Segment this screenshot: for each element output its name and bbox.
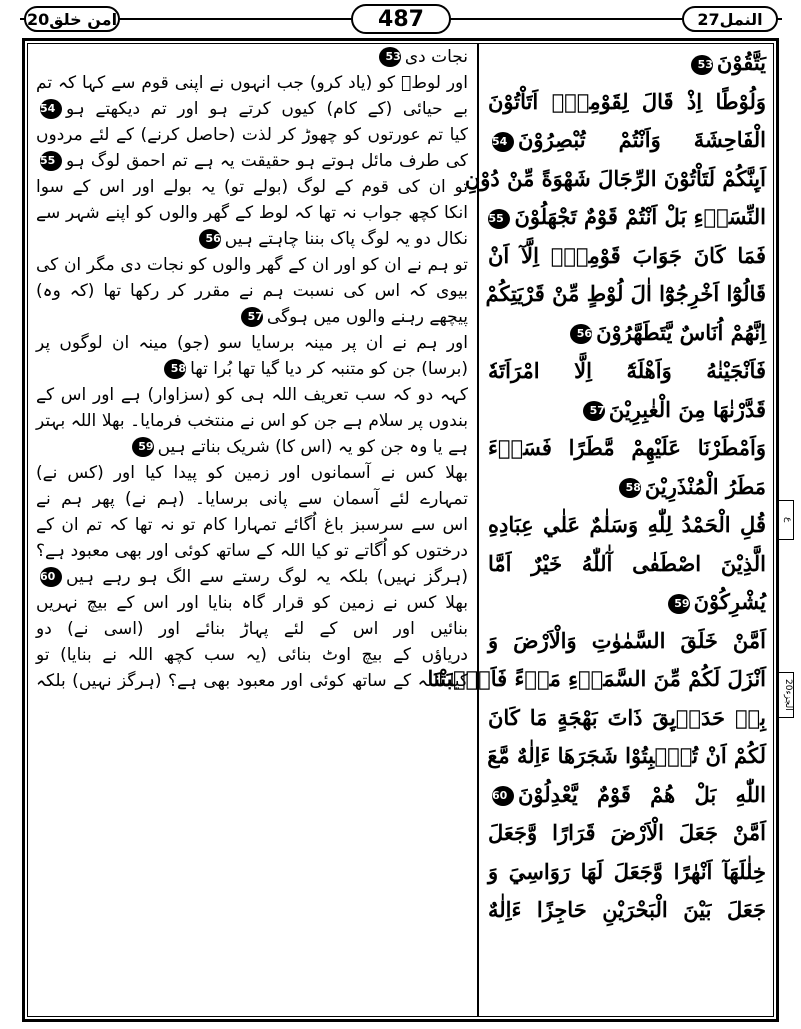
- urdu-line-text: دریاؤں کے بیچ اوٹ بنائی (یہ سب کچھ اللہ نے بنایا) تو: [36, 645, 468, 665]
- urdu-line: [36, 304, 468, 330]
- arabic-line-text: اَمَّنْ جَعَلَ الْاَرْضَ قَرَارًا وَّجَعَلَ: [488, 820, 766, 845]
- urdu-line-text: تو ہم نے ان کو اور ان کے گھر والوں کو نجات دی مگر ان کی: [36, 255, 468, 275]
- urdu-line: [36, 330, 468, 356]
- arabic-line: [488, 506, 766, 545]
- arabic-line: [488, 853, 766, 892]
- arabic-line-text: مَطَرُ الْمُنْذَرِيْنَ: [644, 473, 766, 499]
- verse-number: 53: [379, 47, 401, 67]
- header-right-label: النمل27: [682, 6, 778, 32]
- urdu-line-text: درختوں کو اُگاتے تو کیا اللہ کے ساتھ کوئی اور بھی معبود ہے؟: [36, 541, 468, 561]
- urdu-line-text: ہے یا وہ جن کو یہ (اس کا) شریک بناتے ہیں: [157, 437, 468, 457]
- arabic-line: [488, 352, 766, 391]
- arabic-line: [488, 121, 766, 160]
- arabic-line: [488, 429, 766, 468]
- urdu-line-text: کیا اللہ کے ساتھ کوئی اور معبود بھی ہے؟ (ہرگز نہیں) بلکہ: [36, 671, 468, 691]
- verse-number: 54: [40, 99, 62, 119]
- arabic-line-text: قَدَّرْنٰهَا مِنَ الْغٰبِرِيْنَ: [608, 396, 766, 422]
- verse-number: 56: [199, 229, 221, 249]
- urdu-line: [36, 434, 468, 460]
- arabic-line: [488, 583, 766, 622]
- header-left-label: امن خلق20: [24, 6, 120, 32]
- arabic-line: [488, 83, 766, 122]
- arabic-line: [488, 314, 766, 353]
- arabic-line-text: وَلُوْطًا اِذْ قَالَ لِقَوْمِهٖٓ اَتَاْتُوْنَ: [488, 88, 766, 114]
- arabic-line-text: جَعَلَ بَيْنَ الْبَحْرَيْنِ حَاجِزًا ءَاِلٰهٌ: [488, 897, 766, 922]
- arabic-line: [427, 660, 766, 699]
- urdu-line: [36, 590, 468, 616]
- arabic-line: [488, 891, 766, 930]
- urdu-line-text: (ہرگز نہیں) بلکہ یہ لوگ رستے سے الگ ہو رہے ہیں: [66, 567, 468, 587]
- juz-mark: الجزء20: [778, 672, 794, 718]
- urdu-line: [36, 252, 468, 278]
- urdu-line-text: پیچھے رہنے والوں میں ہوگی: [266, 307, 468, 327]
- arabic-line-text: اِنَّهُمْ اُنَاسٌ يَّتَطَهَّرُوْنَ: [596, 319, 766, 345]
- arabic-line-text: فَمَا كَانَ جَوَابَ قَوْمِهٖٓ اِلَّآ اَنْ: [488, 242, 766, 268]
- arabic-line: [488, 391, 766, 430]
- arabic-line-text: يُشْرِكُوْنَ: [693, 589, 766, 614]
- urdu-line-text: بھلا کس نے آسمانوں اور زمین کو پیدا کیا اور (کس نے): [36, 463, 468, 483]
- arabic-line-text: اَمَّنْ خَلَقَ السَّمٰوٰتِ وَالْاَرْضَ وَ: [488, 627, 766, 653]
- urdu-line-text: اور لوطؑ کو (یاد کرو) جب انہوں نے اپنی قوم سے کہا کہ تم: [36, 73, 468, 93]
- urdu-line-text: اور ہم نے ان پر مینہ برسایا سو (جو) مینہ ان لوگوں پر: [36, 333, 468, 353]
- urdu-line-text: تو ان کی قوم کے لوگ (بولے تو) یہ بولے اور اس کے سوا: [36, 177, 468, 197]
- verse-number: 58: [619, 478, 641, 498]
- arabic-line-text: قُلِ الْحَمْدُ لِلّٰهِ وَسَلٰمٌ عَلٰي عِبَادِهِ: [488, 512, 766, 537]
- verse-number: 55: [488, 209, 510, 229]
- verse-number: 53: [691, 55, 713, 75]
- urdu-line: [36, 564, 468, 590]
- arabic-line-text: خِلٰلَهَآ اَنْهٰرًا وَّجَعَلَ لَهَا رَوَاسِيَ وَ: [488, 858, 766, 884]
- arabic-line: [488, 622, 766, 661]
- urdu-line-text: کہہ دو کہ سب تعریف اللہ ہی کو (سزاوار) ہے اور اس کے: [36, 385, 468, 405]
- verse-number: 54: [492, 132, 514, 152]
- arabic-line: [488, 737, 766, 776]
- arabic-line: [488, 814, 766, 853]
- arabic-line-text: اَنْزَلَ لَكُمْ مِّنَ السَّمَاۗءِ مَاۗءً فَاَنْۢبَتْنَا: [427, 666, 766, 691]
- urdu-line: [36, 200, 468, 226]
- urdu-line-text: تمہارے لئے آسمان سے پانی برسایا۔ (ہم نے) پھر ہم نے: [36, 489, 468, 509]
- verse-number: 57: [583, 401, 605, 421]
- urdu-translation-column: [30, 44, 474, 694]
- verse-number: 58: [164, 359, 186, 379]
- arabic-line-text: يَتَّقُوْنَ: [716, 50, 766, 75]
- urdu-line-text: بے حیائی (کے کام) کیوں کرتے ہو اور تم دیکھتے ہو: [66, 99, 468, 119]
- verse-number: 60: [40, 567, 62, 587]
- urdu-line: [36, 382, 468, 408]
- arabic-line-text: الَّذِيْنَ اصْطَفٰى آٰللّٰهُ خَيْرٌ اَمَّا: [488, 550, 766, 576]
- arabic-line-text: النِّسَاۗءِ بَلْ اَنْتُمْ قَوْمٌ تَجْهَلُوْنَ: [514, 204, 766, 229]
- urdu-line: [36, 616, 468, 642]
- arabic-line-text: قَالُوْٓا اَخْرِجُوْٓا اٰلَ لُوْطٍ مِّنْ قَرْيَتِكُمْ: [485, 281, 766, 306]
- urdu-line: [36, 226, 468, 252]
- urdu-line: [36, 408, 468, 434]
- urdu-line: [36, 668, 468, 694]
- arabic-line: [488, 776, 766, 815]
- urdu-line: [36, 70, 468, 96]
- verse-number: 56: [570, 324, 592, 344]
- urdu-line-text: انکا کچھ جواب نہ تھا کہ لوط کے گھر والوں کو اپنے شہر سے: [36, 203, 468, 223]
- arabic-line: [488, 699, 766, 738]
- urdu-line: [36, 278, 468, 304]
- arabic-line: [488, 468, 766, 507]
- arabic-line: [488, 237, 766, 276]
- urdu-line: [36, 512, 468, 538]
- arabic-line: [464, 160, 766, 199]
- page-number: 487: [351, 4, 451, 34]
- urdu-line: [36, 148, 468, 174]
- urdu-line: [36, 174, 468, 200]
- urdu-line-text: اس سے سرسبز باغ اُگائے تمہارا کام تو نہ تھا کہ تم ان کے: [36, 515, 468, 535]
- urdu-line: [36, 44, 468, 70]
- arabic-line-text: اَىِٕنَّكُمْ لَتَاْتُوْنَ الرِّجَالَ شَهْوَةً مِّنْ دُوْنِ: [464, 165, 766, 191]
- urdu-line-text: بنائیں اور اس کے لئے پہاڑ بنائے اور (اسی نے) دو: [36, 619, 468, 639]
- urdu-line-text: بیوی کہ اس کی نسبت ہم نے مقرر کر رکھا تھا (کہ وہ): [36, 281, 468, 301]
- urdu-line-text: نکال دو یہ لوگ پاک بننا چاہتے ہیں: [224, 229, 468, 249]
- arabic-line: [485, 275, 766, 314]
- urdu-line: [36, 356, 468, 382]
- ruku-mark: ع: [778, 500, 794, 540]
- urdu-line-text: (برسا) جن کو متنبہ کر دیا گیا تھا بُرا تھا: [190, 359, 468, 379]
- arabic-line-text: اللّٰهِ بَلْ هُمْ قَوْمٌ يَّعْدِلُوْنَ: [518, 781, 766, 807]
- urdu-line: [36, 486, 468, 512]
- page-header: [20, 4, 782, 36]
- arabic-line-text: لَكُمْ اَنْ تُنْۢبِتُوْا شَجَرَهَا ءَاِلٰهٌ مَّعَ: [487, 743, 766, 768]
- verse-number: 55: [40, 151, 62, 171]
- verse-number: 59: [668, 594, 690, 614]
- urdu-line: [36, 122, 468, 148]
- verse-number: 57: [241, 307, 263, 327]
- verse-number: 60: [492, 786, 514, 806]
- arabic-line-text: وَاَمْطَرْنَا عَلَيْهِمْ مَّطَرًا فَسَاۗءَ: [488, 435, 766, 460]
- urdu-line: [36, 538, 468, 564]
- arabic-line-text: بِهٖ حَدَاۗىِٕقَ ذَاتَ بَهْجَةٍ مَا كَانَ: [488, 704, 766, 730]
- arabic-line-text: فَاَنْجَيْنٰهُ وَاَهْلَهٗٓ اِلَّا امْرَاَتَهٗ: [488, 358, 766, 383]
- arabic-line: [488, 198, 766, 237]
- arabic-line-text: الْفَاحِشَةَ وَاَنْتُمْ تُبْصِرُوْنَ: [518, 127, 766, 152]
- urdu-line-text: بندوں پر سلام ہے جن کو اس نے منتخب فرمایا۔ بھلا اللہ بہتر: [36, 411, 468, 431]
- arabic-line: [488, 545, 766, 584]
- urdu-line: [36, 96, 468, 122]
- urdu-line-text: نجات دی: [404, 47, 468, 67]
- urdu-line: [36, 642, 468, 668]
- urdu-line-text: بھلا کس نے زمین کو قرار گاہ بنایا اور اس کے بیچ نہریں: [36, 593, 468, 613]
- arabic-line: [488, 44, 766, 83]
- urdu-line-text: کی طرف مائل ہوتے ہو حقیقت یہ ہے تم احمق لوگ ہو: [66, 151, 468, 171]
- urdu-line-text: کیا تم عورتوں کو چھوڑ کر لذت (حاصل کرنے) کے لئے مردوں: [36, 125, 468, 145]
- urdu-line: [36, 460, 468, 486]
- verse-number: 59: [132, 437, 154, 457]
